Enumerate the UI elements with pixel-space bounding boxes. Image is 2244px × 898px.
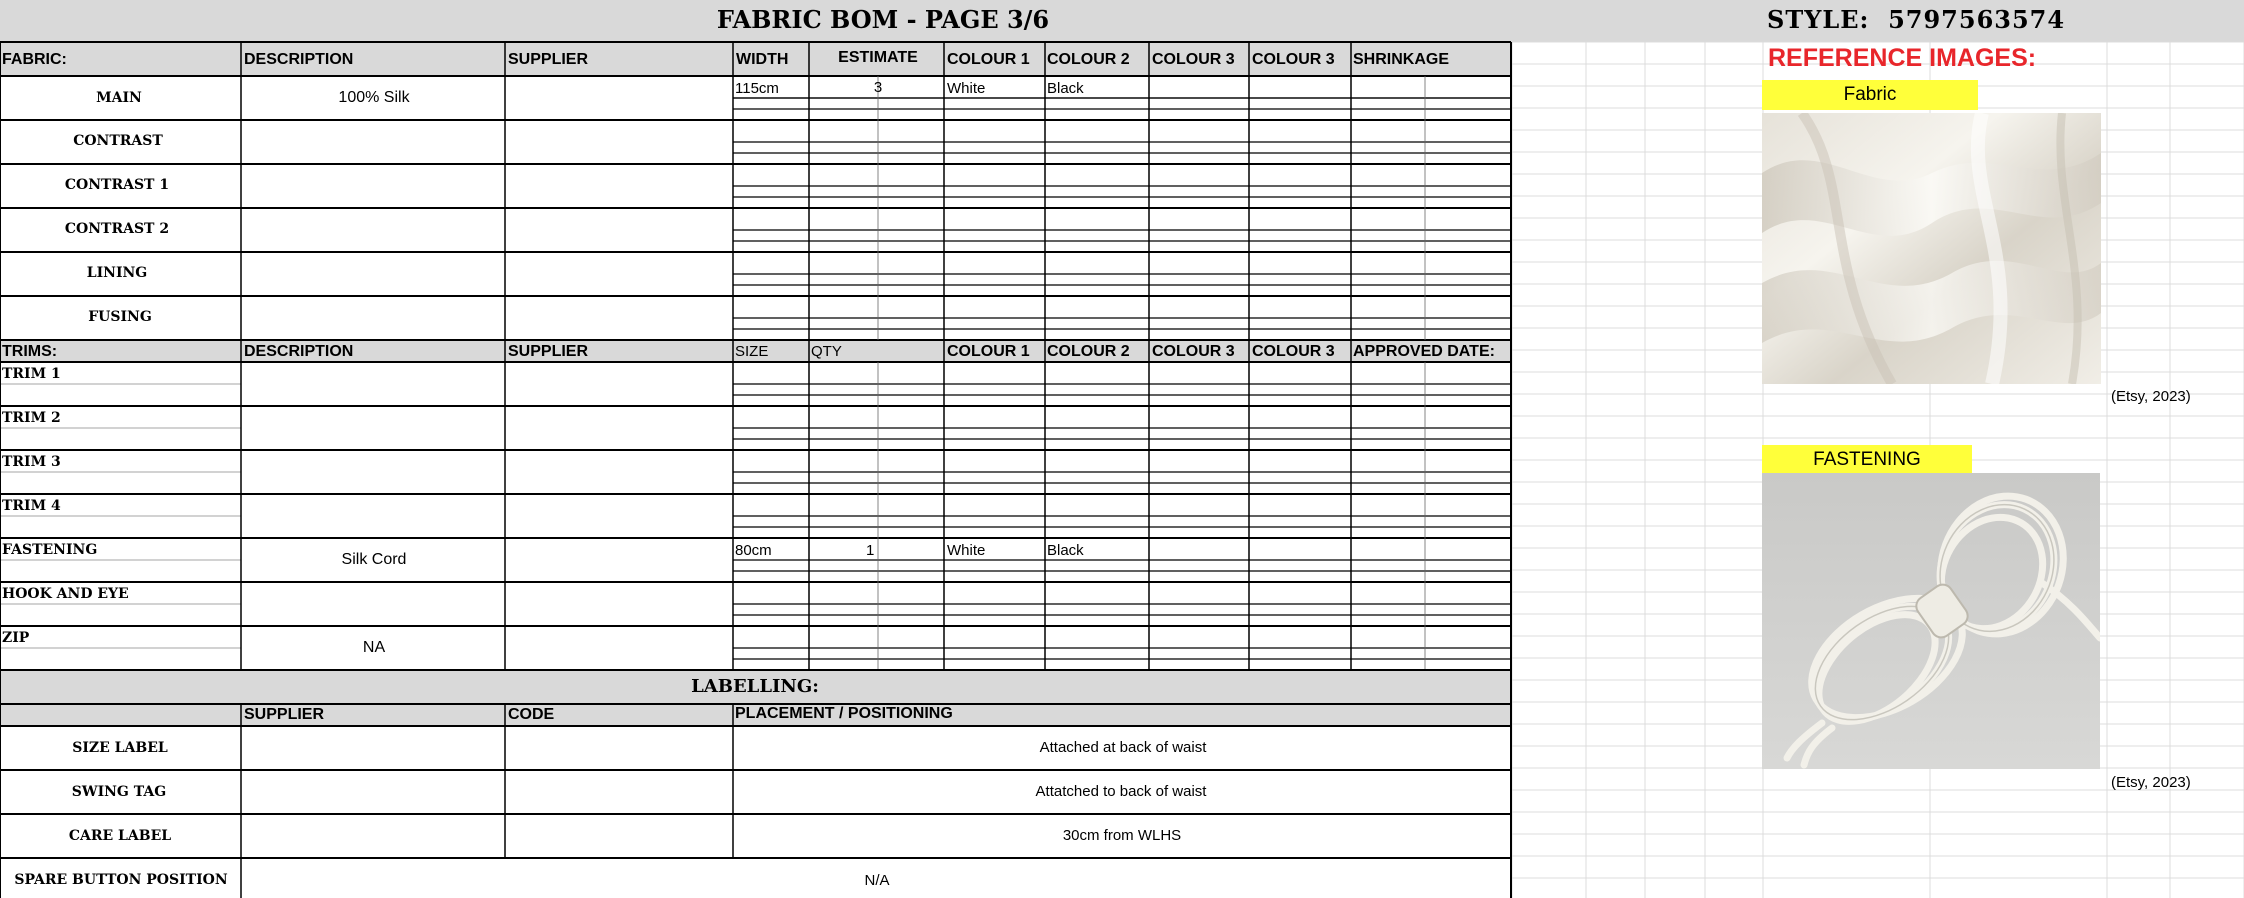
approved-date-header: APPROVED DATE: <box>1353 343 1495 360</box>
silk-fabric-photo <box>1762 113 2101 384</box>
estimate-header: ESTIMATE <box>838 49 918 66</box>
shrinkage-header: SHRINKAGE <box>1353 51 1450 68</box>
trims-description-header: DESCRIPTION <box>244 343 354 360</box>
page-title: FABRIC BOM - PAGE 3/6 <box>716 5 1050 34</box>
fastening-qty: 1 <box>866 542 875 559</box>
spare-button-row: SPARE BUTTON POSITION <box>14 872 228 888</box>
trims-header: TRIMS: <box>2 343 58 360</box>
size-header: SIZE <box>735 343 769 360</box>
trim-row-zip: ZIP <box>2 630 30 646</box>
labelling-supplier-header: SUPPLIER <box>244 706 325 723</box>
label-row-size: SIZE LABEL <box>72 740 168 756</box>
main-width: 115cm <box>735 80 779 97</box>
main-colour1: White <box>947 80 986 97</box>
fabric-row-main: MAIN <box>96 90 142 106</box>
trims-colour3-header: COLOUR 3 <box>1152 343 1235 360</box>
fabric-image-caption: (Etsy, 2023) <box>2111 388 2191 405</box>
fabric-row-lining: LINING <box>86 265 148 281</box>
colour2-header: COLOUR 2 <box>1047 51 1130 68</box>
placement-header: PLACEMENT / POSITIONING <box>735 705 953 722</box>
swing-tag-placement: Attatched to back of waist <box>1035 783 1207 800</box>
style-label: STYLE: <box>1767 5 1870 34</box>
fastening-size: 80cm <box>735 542 772 559</box>
fastening-colour1: White <box>947 542 986 559</box>
trims-colour3b-header: COLOUR 3 <box>1252 343 1335 360</box>
fastening-colour2: Black <box>1047 542 1084 559</box>
fastening-image-caption: (Etsy, 2023) <box>2111 774 2191 791</box>
fabric-row-fusing: FUSING <box>88 309 152 325</box>
trims-colour2-header: COLOUR 2 <box>1047 343 1130 360</box>
label-row-care: CARE LABEL <box>68 828 172 844</box>
trim-row-4: TRIM 4 <box>2 498 61 514</box>
labelling-code-header: CODE <box>508 706 555 723</box>
trim-row-hook-eye: HOOK AND EYE <box>2 586 129 602</box>
label-row-swing-tag: SWING TAG <box>71 784 167 800</box>
trims-supplier-header: SUPPLIER <box>508 343 589 360</box>
zip-description: NA <box>362 639 386 656</box>
main-colour2: Black <box>1047 80 1084 97</box>
trims-colour1-header: COLOUR 1 <box>947 343 1030 360</box>
colour3b-header: COLOUR 3 <box>1252 51 1335 68</box>
fabric-row-contrast: CONTRAST <box>73 133 163 149</box>
main-description: 100% Silk <box>338 89 410 106</box>
trim-row-1: TRIM 1 <box>2 366 61 382</box>
main-estimate: 3 <box>873 79 883 96</box>
labelling-title: LABELLING: <box>691 676 819 697</box>
fastening-description: Silk Cord <box>341 551 407 568</box>
style-number: 5797563574 <box>1888 5 2066 34</box>
fabric-image-tag: Fabric <box>1762 80 1978 110</box>
width-header: WIDTH <box>736 51 789 68</box>
trim-row-fastening: FASTENING <box>2 542 98 558</box>
style-number-block <box>1767 5 2066 34</box>
fabric-row-contrast2: CONTRAST 2 <box>64 221 170 237</box>
trim-row-3: TRIM 3 <box>2 454 61 470</box>
reference-images-title: REFERENCE IMAGES: <box>1768 44 2037 72</box>
trim-row-2: TRIM 2 <box>2 410 61 426</box>
colour1-header: COLOUR 1 <box>947 51 1030 68</box>
qty-header: QTY <box>811 343 842 360</box>
description-header: DESCRIPTION <box>244 51 354 68</box>
size-label-placement: Attached at back of waist <box>1039 739 1207 756</box>
fabric-row-contrast1: CONTRAST 1 <box>64 177 170 193</box>
fastening-image-tag: FASTENING <box>1762 445 1972 475</box>
care-label-placement: 30cm from WLHS <box>1062 827 1182 844</box>
spare-button-value: N/A <box>864 872 890 889</box>
colour3-header: COLOUR 3 <box>1152 51 1235 68</box>
fabric-header: FABRIC: <box>2 51 67 68</box>
supplier-header: SUPPLIER <box>508 51 589 68</box>
silk-cord-photo <box>1762 473 2100 769</box>
